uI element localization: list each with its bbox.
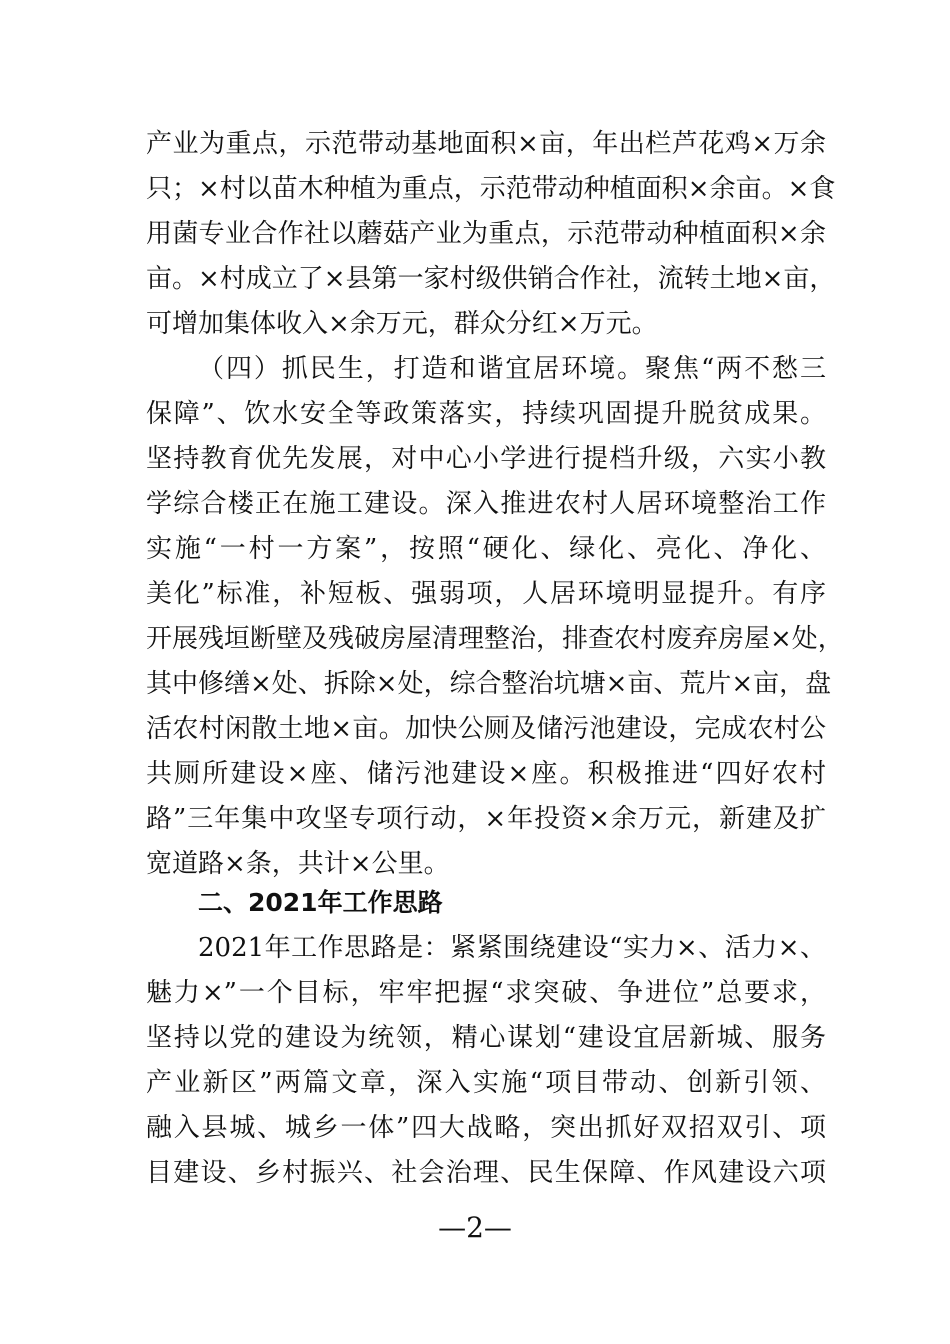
paragraph-line: 其中修缮×处、拆除×处，综合整治坑塘×亩、荒片×亩，盘: [146, 669, 832, 699]
paragraph-line: 目建设、乡村振兴、社会治理、民生保障、作风建设六项: [146, 1158, 826, 1188]
paragraph-line: 路”三年集中攻坚专项行动，×年投资×余万元，新建及扩: [146, 804, 826, 834]
paragraph-line: 保障”、饮水安全等政策落实，持续巩固提升脱贫成果。: [146, 399, 826, 429]
paragraph-line: 宽道路×条，共计×公里。: [146, 849, 450, 879]
paragraph-line: 坚持教育优先发展，对中心小学进行提档升级，六实小教: [146, 444, 826, 474]
paragraph-line: 亩。×村成立了×县第一家村级供销合作社，流转土地×亩，: [146, 264, 836, 294]
section-four-heading-line: （四）抓民生，打造和谐宜居环境。聚焦“两不愁三: [198, 354, 826, 384]
paragraph-line: 可增加集体收入×余万元，群众分红×万元。: [146, 309, 658, 339]
page-number: —2—: [438, 1211, 512, 1244]
paragraph-line: 用菌专业合作社以蘑菇产业为重点，示范带动种植面积×余: [146, 219, 826, 249]
section-two-heading: 二、2021年工作思路: [198, 888, 443, 917]
paragraph-line: 共厕所建设×座、储污池建设×座。积极推进“四好农村: [146, 759, 826, 789]
paragraph-line: 融入县城、城乡一体”四大战略，突出抓好双招双引、项: [146, 1113, 826, 1143]
paragraph-line: 学综合楼正在施工建设。深入推进农村人居环境整治工作: [146, 489, 826, 519]
paragraph-line: 2021年工作思路是：紧紧围绕建设“实力×、活力×、: [198, 933, 826, 963]
paragraph-line: 只；×村以苗木种植为重点，示范带动种植面积×余亩。×食: [146, 174, 836, 204]
paragraph-line: 活农村闲散土地×亩。加快公厕及储污池建设，完成农村公: [146, 714, 826, 744]
paragraph-line: 美化”标准，补短板、强弱项，人居环境明显提升。有序: [146, 579, 826, 609]
paragraph-line: 产业新区”两篇文章，深入实施“项目带动、创新引领、: [146, 1068, 826, 1098]
paragraph-line: 产业为重点，示范带动基地面积×亩，年出栏芦花鸡×万余: [146, 129, 826, 159]
paragraph-line: 开展残垣断壁及残破房屋清理整治，排查农村废弃房屋×处，: [146, 624, 844, 654]
paragraph-line: 坚持以党的建设为统领，精心谋划“建设宜居新城、服务: [146, 1023, 826, 1053]
paragraph-line: 实施“一村一方案”，按照“硬化、绿化、亮化、净化、: [146, 534, 826, 564]
paragraph-line: 魅力×”一个目标，牢牢把握“求突破、争进位”总要求，: [146, 978, 826, 1008]
